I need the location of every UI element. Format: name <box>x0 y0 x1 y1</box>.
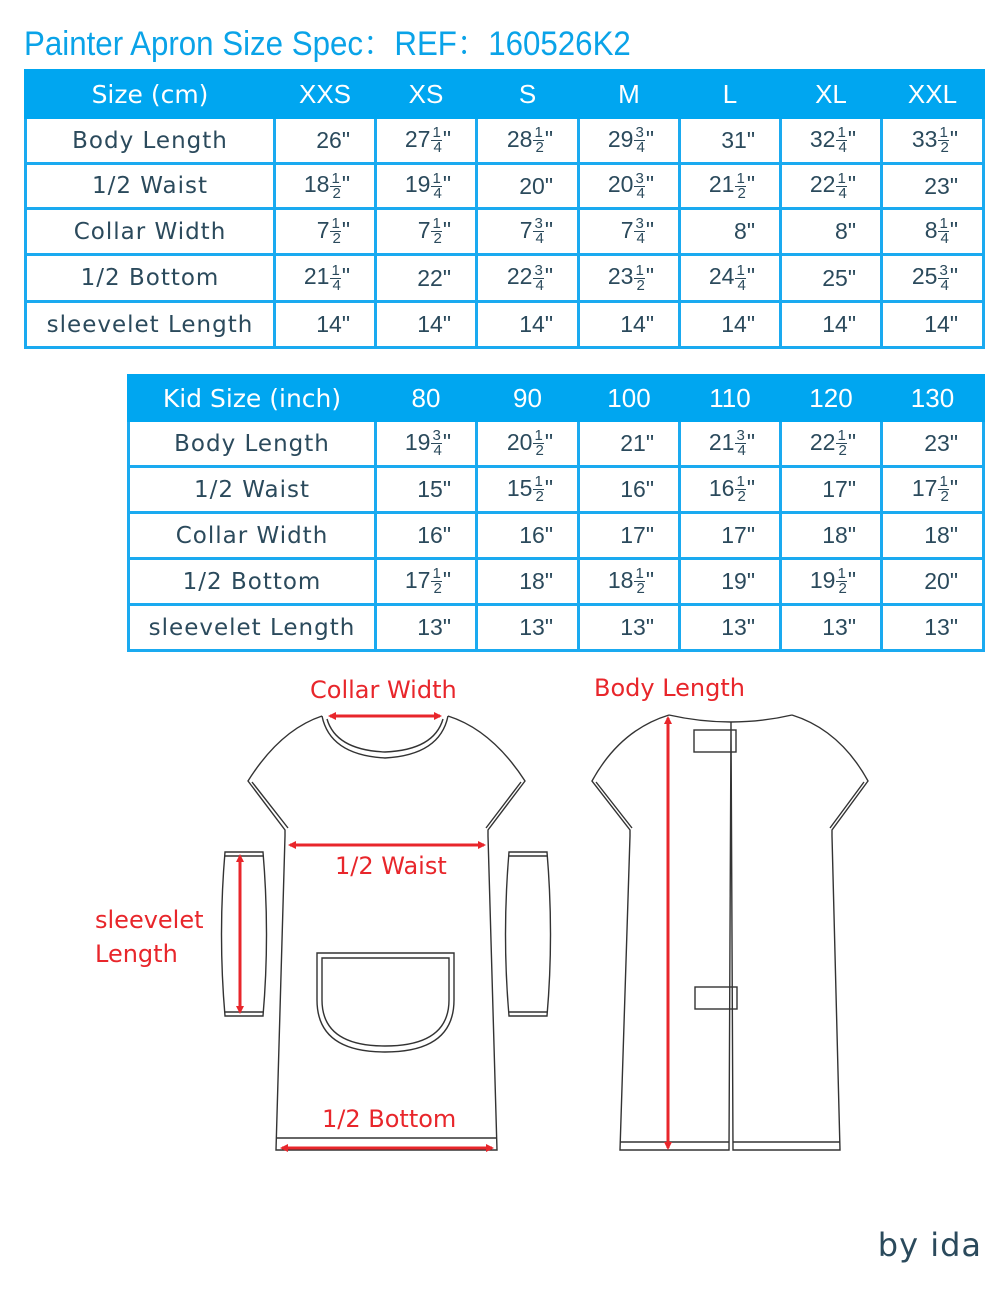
whole-number: 33 <box>911 125 938 152</box>
fraction: $\frac{3}{4}$ <box>736 427 746 460</box>
size-value-cell <box>477 255 579 302</box>
size-value-cell <box>781 209 882 255</box>
inch-mark: " <box>949 125 958 152</box>
fraction: $\frac{1}{2}$ <box>837 565 847 598</box>
size-value-cell <box>376 209 477 255</box>
whole-number: 13 <box>620 614 646 640</box>
inch-mark: " <box>645 125 654 152</box>
inch-mark: " <box>544 522 553 548</box>
size-value-cell <box>882 164 984 209</box>
size-column-header: 90 <box>477 376 579 421</box>
fraction: $\frac{1}{2}$ <box>432 215 442 248</box>
fraction: $\frac{3}{4}$ <box>939 261 949 294</box>
inch-mark: " <box>544 263 553 290</box>
fraction: $\frac{1}{4}$ <box>331 261 341 294</box>
fraction: $\frac{3}{4}$ <box>635 169 645 202</box>
size-value-cell <box>680 467 781 513</box>
fraction: $\frac{1}{2}$ <box>837 427 847 460</box>
fraction: $\frac{1}{2}$ <box>534 473 544 506</box>
size-column-header: 100 <box>579 376 680 421</box>
whole-number: 26 <box>316 127 342 153</box>
whole-number: 19 <box>809 566 836 593</box>
table-row <box>26 302 984 348</box>
size-value-cell <box>680 605 781 651</box>
inch-mark: " <box>442 566 451 593</box>
whole-number: 14 <box>519 311 545 337</box>
half-bottom-label: 1/2 Bottom <box>322 1105 457 1133</box>
inch-mark: " <box>544 311 553 337</box>
inch-mark: " <box>949 522 958 548</box>
size-value-cell <box>376 605 477 651</box>
inch-mark: " <box>949 311 958 337</box>
fraction: $\frac{1}{4}$ <box>837 169 847 202</box>
size-value-cell <box>882 467 984 513</box>
apron-diagram <box>0 660 1000 1220</box>
table-row <box>129 605 984 651</box>
table-row <box>26 209 984 255</box>
size-value-cell <box>477 513 579 559</box>
measurement-label: 1/2 Bottom <box>129 559 376 605</box>
table-row <box>26 164 984 209</box>
page-title: Painter Apron Size Spec：REF：160526K2 <box>24 25 631 63</box>
inch-mark: " <box>746 171 755 198</box>
size-value-cell <box>781 605 882 651</box>
whole-number: 7 <box>519 216 533 243</box>
whole-number: 24 <box>708 263 735 290</box>
size-value-cell <box>275 209 376 255</box>
whole-number: 21 <box>620 430 646 456</box>
whole-number: 27 <box>404 125 431 152</box>
fraction: $\frac{1}{2}$ <box>331 215 341 248</box>
whole-number: 14 <box>721 311 747 337</box>
whole-number: 15 <box>506 474 533 501</box>
inch-mark: " <box>746 428 755 455</box>
size-column-header: 110 <box>680 376 781 421</box>
inch-mark: " <box>544 428 553 455</box>
table-row <box>129 421 984 467</box>
whole-number: 22 <box>506 263 533 290</box>
whole-number: 7 <box>417 216 431 243</box>
measurement-label: sleevelet Length <box>26 302 275 348</box>
table-row <box>129 467 984 513</box>
measurement-label: Body Length <box>129 421 376 467</box>
inch-mark: " <box>341 171 350 198</box>
inch-mark: " <box>847 311 856 337</box>
inch-mark: " <box>949 614 958 640</box>
size-value-cell <box>477 302 579 348</box>
whole-number: 20 <box>506 428 533 455</box>
size-value-cell <box>477 164 579 209</box>
table-header-label: Size (cm) <box>26 71 275 118</box>
whole-number: 8 <box>835 218 848 244</box>
inch-mark: " <box>645 263 654 290</box>
inch-mark: " <box>544 614 553 640</box>
inch-mark: " <box>746 218 755 244</box>
measurement-label: Collar Width <box>26 209 275 255</box>
whole-number: 32 <box>809 125 836 152</box>
whole-number: 18 <box>303 171 330 198</box>
whole-number: 14 <box>417 311 443 337</box>
inch-mark: " <box>645 216 654 243</box>
size-value-cell <box>477 467 579 513</box>
inch-mark: " <box>645 171 654 198</box>
inch-mark: " <box>442 264 451 291</box>
measurement-label: 1/2 Bottom <box>26 255 275 302</box>
table-row <box>129 559 984 605</box>
size-value-cell <box>376 255 477 302</box>
whole-number: 23 <box>607 263 634 290</box>
size-value-cell <box>477 421 579 467</box>
fraction: $\frac{1}{2}$ <box>534 124 544 157</box>
inch-mark: " <box>341 263 350 290</box>
fraction: $\frac{1}{2}$ <box>432 565 442 598</box>
whole-number: 21 <box>303 263 330 290</box>
inch-mark: " <box>949 216 958 243</box>
half-waist-label: 1/2 Waist <box>335 852 447 880</box>
inch-mark: " <box>544 474 553 501</box>
whole-number: 16 <box>519 522 545 548</box>
fraction: $\frac{3}{4}$ <box>534 261 544 294</box>
size-value-cell <box>376 118 477 164</box>
inch-mark: " <box>442 614 451 640</box>
inch-mark: " <box>645 311 654 337</box>
whole-number: 13 <box>721 614 747 640</box>
body-length-label: Body Length <box>594 674 745 702</box>
size-value-cell <box>376 302 477 348</box>
size-value-cell <box>781 164 882 209</box>
inch-mark: " <box>341 216 350 243</box>
inch-mark: " <box>645 430 654 456</box>
fraction: $\frac{1}{4}$ <box>432 169 442 202</box>
kid-size-table <box>127 374 985 652</box>
size-value-cell <box>680 302 781 348</box>
size-column-header: 130 <box>882 376 984 421</box>
whole-number: 22 <box>809 428 836 455</box>
fraction: $\frac{1}{2}$ <box>331 169 341 202</box>
size-value-cell <box>781 255 882 302</box>
measurement-label: Collar Width <box>129 513 376 559</box>
size-column-header: XXL <box>882 71 984 118</box>
whole-number: 21 <box>708 428 735 455</box>
size-column-header: L <box>680 71 781 118</box>
size-value-cell <box>680 164 781 209</box>
whole-number: 16 <box>417 522 443 548</box>
inch-mark: " <box>847 476 856 502</box>
inch-mark: " <box>442 476 451 502</box>
size-value-cell <box>882 209 984 255</box>
size-value-cell <box>680 118 781 164</box>
size-value-cell <box>781 421 882 467</box>
size-value-cell <box>781 302 882 348</box>
whole-number: 22 <box>809 171 836 198</box>
inch-mark: " <box>442 522 451 548</box>
fraction: $\frac{1}{4}$ <box>736 261 746 294</box>
fraction: $\frac{1}{2}$ <box>635 565 645 598</box>
size-value-cell <box>579 421 680 467</box>
whole-number: 29 <box>607 125 634 152</box>
inch-mark: " <box>949 568 958 594</box>
whole-number: 7 <box>620 216 634 243</box>
inch-mark: " <box>544 568 553 594</box>
size-value-cell <box>680 255 781 302</box>
whole-number: 17 <box>404 566 431 593</box>
whole-number: 13 <box>822 614 848 640</box>
inch-mark: " <box>746 311 755 337</box>
whole-number: 14 <box>822 311 848 337</box>
measurement-label: sleevelet Length <box>129 605 376 651</box>
whole-number: 28 <box>506 125 533 152</box>
whole-number: 7 <box>316 216 330 243</box>
whole-number: 25 <box>822 264 848 291</box>
inch-mark: " <box>746 263 755 290</box>
inch-mark: " <box>847 614 856 640</box>
whole-number: 8 <box>924 216 938 243</box>
table-row <box>26 255 984 302</box>
fraction: $\frac{3}{4}$ <box>635 124 645 157</box>
fraction: $\frac{3}{4}$ <box>432 427 442 460</box>
inch-mark: " <box>645 522 654 548</box>
size-value-cell <box>376 513 477 559</box>
size-column-header: XS <box>376 71 477 118</box>
whole-number: 19 <box>404 428 431 455</box>
whole-number: 17 <box>721 522 747 548</box>
adult-size-table <box>24 69 985 349</box>
size-column-header: 80 <box>376 376 477 421</box>
size-value-cell <box>275 164 376 209</box>
size-value-cell <box>680 209 781 255</box>
inch-mark: " <box>847 171 856 198</box>
inch-mark: " <box>544 125 553 152</box>
whole-number: 21 <box>708 171 735 198</box>
size-value-cell <box>882 513 984 559</box>
whole-number: 22 <box>417 264 443 291</box>
fraction: $\frac{1}{2}$ <box>736 169 746 202</box>
whole-number: 14 <box>316 311 342 337</box>
inch-mark: " <box>746 474 755 501</box>
sleevelet-label-line1: sleevelet <box>95 906 204 934</box>
sleevelet-label-line2: Length <box>95 940 178 968</box>
size-value-cell <box>579 255 680 302</box>
fraction: $\frac{1}{4}$ <box>837 124 847 157</box>
measurement-label: 1/2 Waist <box>129 467 376 513</box>
inch-mark: " <box>442 428 451 455</box>
size-value-cell <box>477 605 579 651</box>
inch-mark: " <box>442 216 451 243</box>
size-value-cell <box>781 467 882 513</box>
inch-mark: " <box>949 474 958 501</box>
whole-number: 19 <box>404 171 431 198</box>
fraction: $\frac{3}{4}$ <box>635 215 645 248</box>
inch-mark: " <box>847 566 856 593</box>
table-row <box>26 118 984 164</box>
whole-number: 25 <box>911 263 938 290</box>
inch-mark: " <box>746 568 755 594</box>
fraction: $\frac{1}{2}$ <box>736 473 746 506</box>
size-value-cell <box>680 513 781 559</box>
whole-number: 14 <box>620 311 646 337</box>
inch-mark: " <box>746 522 755 548</box>
measurement-label: Body Length <box>26 118 275 164</box>
inch-mark: " <box>746 614 755 640</box>
whole-number: 23 <box>924 430 950 456</box>
whole-number: 17 <box>911 474 938 501</box>
table-header-label: Kid Size (inch) <box>129 376 376 421</box>
inch-mark: " <box>341 127 350 153</box>
inch-mark: " <box>847 125 856 152</box>
whole-number: 18 <box>607 566 634 593</box>
inch-mark: " <box>847 218 856 244</box>
size-value-cell <box>882 118 984 164</box>
inch-mark: " <box>847 428 856 455</box>
size-value-cell <box>579 467 680 513</box>
whole-number: 15 <box>417 476 443 502</box>
size-column-header: 120 <box>781 376 882 421</box>
whole-number: 20 <box>519 172 545 199</box>
author-credit: by ida <box>877 1226 982 1264</box>
whole-number: 23 <box>924 172 950 199</box>
inch-mark: " <box>949 172 958 199</box>
whole-number: 16 <box>620 476 646 502</box>
size-value-cell <box>376 164 477 209</box>
size-value-cell <box>882 559 984 605</box>
fraction: $\frac{1}{2}$ <box>635 261 645 294</box>
size-value-cell <box>579 513 680 559</box>
size-value-cell <box>376 467 477 513</box>
size-value-cell <box>579 164 680 209</box>
fraction: $\frac{3}{4}$ <box>534 215 544 248</box>
inch-mark: " <box>847 522 856 548</box>
size-value-cell <box>781 559 882 605</box>
whole-number: 13 <box>417 614 443 640</box>
size-value-cell <box>781 118 882 164</box>
inch-mark: " <box>645 566 654 593</box>
size-value-cell <box>275 118 376 164</box>
whole-number: 31 <box>721 127 747 153</box>
whole-number: 19 <box>721 568 747 594</box>
inch-mark: " <box>645 614 654 640</box>
measurement-label: 1/2 Waist <box>26 164 275 209</box>
inch-mark: " <box>949 263 958 290</box>
whole-number: 20 <box>924 568 950 594</box>
size-value-cell <box>579 559 680 605</box>
whole-number: 14 <box>924 311 950 337</box>
inch-mark: " <box>544 216 553 243</box>
fraction: $\frac{1}{2}$ <box>939 473 949 506</box>
whole-number: 18 <box>519 568 545 594</box>
fraction: $\frac{1}{2}$ <box>939 124 949 157</box>
inch-mark: " <box>544 172 553 199</box>
size-value-cell <box>579 118 680 164</box>
size-value-cell <box>680 559 781 605</box>
size-column-header: M <box>579 71 680 118</box>
inch-mark: " <box>645 476 654 502</box>
size-value-cell <box>680 421 781 467</box>
whole-number: 13 <box>924 614 950 640</box>
size-value-cell <box>781 513 882 559</box>
inch-mark: " <box>341 311 350 337</box>
size-column-header: XXS <box>275 71 376 118</box>
whole-number: 18 <box>822 522 848 548</box>
size-value-cell <box>579 605 680 651</box>
size-column-header: S <box>477 71 579 118</box>
whole-number: 17 <box>620 522 646 548</box>
whole-number: 18 <box>924 522 950 548</box>
size-value-cell <box>579 302 680 348</box>
size-column-header: XL <box>781 71 882 118</box>
size-value-cell <box>275 302 376 348</box>
inch-mark: " <box>442 311 451 337</box>
size-value-cell <box>579 209 680 255</box>
fraction: $\frac{1}{4}$ <box>939 215 949 248</box>
whole-number: 13 <box>519 614 545 640</box>
inch-mark: " <box>949 430 958 456</box>
size-value-cell <box>275 255 376 302</box>
whole-number: 17 <box>822 476 848 502</box>
table-row <box>129 513 984 559</box>
collar-width-label: Collar Width <box>310 676 457 704</box>
fraction: $\frac{1}{4}$ <box>432 124 442 157</box>
inch-mark: " <box>746 127 755 153</box>
whole-number: 16 <box>708 474 735 501</box>
size-value-cell <box>882 302 984 348</box>
whole-number: 8 <box>734 218 747 244</box>
size-value-cell <box>882 605 984 651</box>
whole-number: 20 <box>607 171 634 198</box>
inch-mark: " <box>847 264 856 291</box>
size-value-cell <box>477 209 579 255</box>
size-value-cell <box>477 118 579 164</box>
size-value-cell <box>477 559 579 605</box>
fraction: $\frac{1}{2}$ <box>534 427 544 460</box>
inch-mark: " <box>442 125 451 152</box>
size-value-cell <box>376 559 477 605</box>
inch-mark: " <box>442 171 451 198</box>
size-value-cell <box>882 255 984 302</box>
size-value-cell <box>882 421 984 467</box>
size-value-cell <box>376 421 477 467</box>
